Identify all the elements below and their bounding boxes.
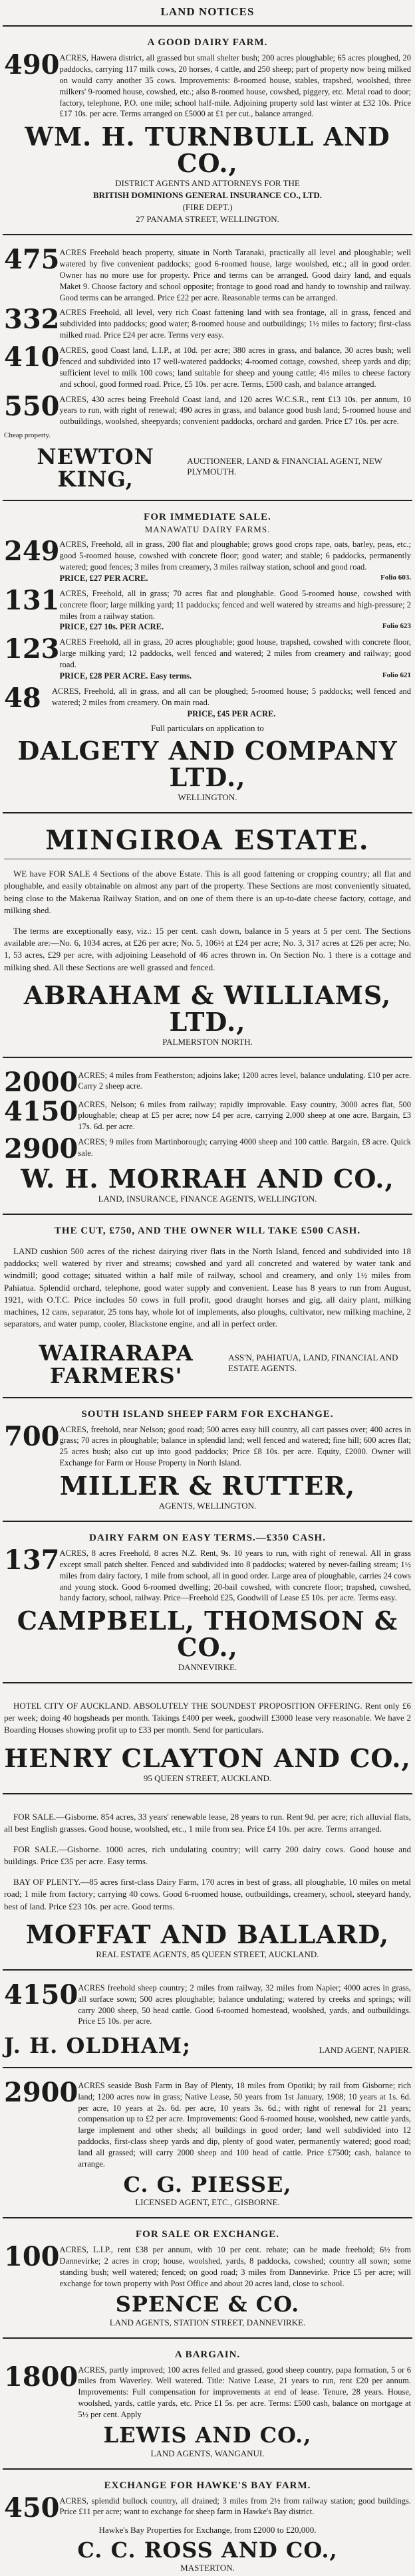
firm-name: C. G. PIESSE,: [4, 2174, 411, 2197]
divider: [3, 2067, 412, 2068]
firm-agent: AUCTIONEER, LAND & FINANCIAL AGENT, NEW PLYMOUTH.: [187, 456, 411, 477]
listing-text: ACRES; 4 miles from Featherston; adjoins lake; 1200 acres level, balance undulating. £10 per acre. Carry 2 sheep acre.: [78, 1070, 411, 1093]
listing-description: ACRES Freehold, all in grass, 20 acres ploughable; good house, trapshed, cowshed with concrete floor, large milking yard; 12 paddocks, well fenced and watered; 2 miles from creamery and railway; good road.: [60, 637, 412, 669]
ad-piesse: [3, 2075, 412, 2211]
ad-mingiroa: [3, 820, 412, 1049]
listing-price: [60, 671, 412, 682]
listing-text: ACRES Freehold beach property, situate in North Taranaki, practically all level and ploughable; well watered by five convenient paddocks; good 6-roomed house, large woolshed, etc.; all in good order. Owner has no more use for property. Price and terms can be arranged. Good dairy land, and equals Maket 9. Choose factory and school opposite; frontage to good road and handy to township and railway. Good terms can be arranged. Price £22 per acre. Reasonable terms can be arranged.: [60, 247, 412, 303]
listing: [4, 1983, 411, 2028]
firm-agent: ASS'N, PAHIATUA, LAND, FINANCIAL AND ESTATE AGENTS.: [228, 1352, 411, 1374]
page-header: LAND NOTICES: [3, 5, 412, 19]
firm-sub: LAND, INSURANCE, FINANCE AGENTS, WELLINGTON.: [4, 1194, 411, 1204]
land-notices-page: [3, 0, 412, 2576]
firm-sub: BRITISH DOMINIONS GENERAL INSURANCE CO., LTD.: [4, 190, 411, 201]
listing-text: ACRES, partly improved; 100 acres felled and grassed, good sheep country, papa formation, 5 or 6 miles from Waverley. Well watered. Title: Native Lease, 21 years to run, rent £20 per annum. Improvements: Full compensation for improvements at end of lease. Tenure, 28 years. House, woolshed, yards, cattle yards, etc. Price £1 5s. per acre. Terms: £500 cash, balance on mortgage at 5½ per cent. Apply: [78, 2365, 411, 2420]
ad-taranaki-listings: [3, 242, 412, 441]
listing-text: ACRES, splendid bullock country, all drained; 3 miles from 2½ from railway station; good buildings. Price £11 per acre; want to exchange for sheep farm in Hawke's Bay district.: [60, 2496, 412, 2518]
estate-title: MINGIROA ESTATE.: [4, 827, 411, 855]
firm-row: [4, 2031, 411, 2059]
firm-agent: LAND AGENT, NAPIER.: [319, 2045, 411, 2056]
listing-acres: 131: [4, 588, 60, 613]
listing-price-text: PRICE, £27 10s. PER ACRE.: [60, 622, 164, 631]
divider: [3, 500, 412, 501]
listing: [4, 345, 411, 390]
listing-description: ACRES, Freehold, all in grass; 70 acres flat and ploughable. Good 5-roomed house, cowshed with concrete floor; large milking yard; 11 paddocks; fenced and well watered by streams and high-pressure; 2 miles from a railway station.: [60, 589, 412, 621]
listing-price: [60, 621, 412, 633]
listing: [4, 1548, 411, 1604]
divider: [3, 812, 412, 813]
listing-text: [60, 637, 412, 682]
firm-name: J. H. OLDHAM;: [4, 2035, 191, 2058]
ad-moffat-ballard: [3, 1801, 412, 1963]
ad-newton-king: [3, 441, 412, 493]
ad-heading: EXCHANGE FOR HAWKE'S BAY FARM.: [4, 2480, 411, 2492]
listing-acres: 4150: [4, 1983, 78, 2008]
firm-agent: AGENTS, WELLINGTON.: [4, 1501, 411, 1511]
listing-folio: Folio 623: [382, 621, 411, 631]
ad-henry-clayton: [3, 1690, 412, 1786]
listing-description: ACRES, Freehold, all in grass, 200 flat and ploughable; grows good crops rape, oats, barley, peas, etc.; good 5-roomed house, cowshed with concrete floor; good water; and stable; 6 paddocks, permanently watered; good fences; 3 miles from creamery, 3 miles railway station, school and good road.: [60, 540, 412, 572]
ad-footer: Hawke's Bay Properties for Exchange, from £2000 to £20,000.: [4, 2525, 411, 2535]
ad-turnbull: [3, 33, 412, 227]
listing-acres: 2000: [4, 1070, 78, 1095]
firm-name: MOFFAT AND BALLARD,: [4, 1921, 411, 1948]
listing-text: ACRES, Hawera district, all grassed but small shelter bush; 200 acres ploughable; 65 acres ploughed, 20 paddocks, carrying 117 milk cows, 20 horses, 4 cattle, and 250 sheep; part of property now being milked on would carry another 35 cows. Improvements: 8-roomed house, stables, trapshed, woolshed, three milkers' 9-roomed house, cowshed, etc.; also 8-roomed house, cowshed, piggery, etc. Metal road to door; factory, telephone, P.O. one mile; school half-mile. Adjoining property sold last winter at £32 10s. Price £17 10s. per acre. Terms arranged on £5000 at £1 per cut., balance arranged.: [60, 53, 412, 120]
listing-acres: 410: [4, 345, 60, 370]
listing: [4, 307, 411, 341]
listing-acres: 700: [4, 1424, 60, 1449]
divider: [3, 2468, 412, 2470]
listing-acres: 4150: [4, 1099, 78, 1125]
listing-acres: 2900: [4, 1136, 78, 1162]
firm-address: 27 PANAMA STREET, WELLINGTON.: [4, 214, 411, 225]
listing-text: ACRES, L.I.P., rent £38 per annum, with 10 per cent. rebate; can be made freehold; 6½ from Dannevirke; 2 acres in crop; house, woolshed, yards, 8 paddocks, cowshed; country all sown; some standing bush; well watered; fenced; on good road; 3 miles from Dannevirke. Price £5 per acre; will exchange for town property with Post Office and about 20 acres land, close to school.: [60, 2244, 412, 2290]
listing: [4, 2365, 411, 2420]
divider: [3, 1969, 412, 1971]
divider: [3, 1057, 412, 1058]
listing: [4, 686, 411, 720]
listing-price-text: PRICE, £27 PER ACRE.: [60, 574, 148, 583]
listing-text: [52, 686, 411, 720]
listing-acres: 2900: [4, 2080, 78, 2105]
divider: [3, 234, 412, 235]
ad-heading: THE CUT, £750, AND THE OWNER WILL TAKE £500 CASH.: [4, 1226, 411, 1237]
listing-text: ACRES, Nelson; 6 miles from railway; rapidly improvable. Easy country, 3000 acres flat, 500 ploughable; cheap at £5 per acre; now £4 per acre, carrying 2,000 sheep at one acre. Bargain, £3 17s. 6d. per acre.: [78, 1099, 411, 1133]
divider: [3, 1397, 412, 1398]
firm-address: REAL ESTATE AGENTS, 85 QUEEN STREET, AUCKLAND.: [4, 1949, 411, 1960]
listing-note: Cheap property.: [4, 431, 411, 439]
firm-name: MILLER & RUTTER,: [4, 1473, 411, 1499]
listing-text: ACRES, good Coast land, L.I.P., at 10d. per acre; 380 acres in grass, and balance, 30 acres bush; well fenced and subdivided into 17 well-watered paddocks; 4-roomed cottage, cowshed, sheep yards and dip; sufficient level to milk 100 cows; land suitable for sheep and young cattle; 4½ miles to cheese factory and school, good formed road. Price, £5 10s. per acre. Terms, £500 cash, and balance arranged.: [60, 345, 412, 390]
ad-heading: FOR SALE OR EXCHANGE.: [4, 2229, 411, 2240]
listing-description: ACRES, Freehold, all in grass, and all can be ploughed; 5-roomed house; 5 paddocks; well fenced and watered; 2 miles from creamery. On main road.: [52, 687, 411, 707]
listing: [4, 2496, 411, 2521]
firm-address: LAND AGENTS, WANGANUI.: [4, 2448, 411, 2459]
listing-acres: 550: [4, 394, 60, 419]
ad-dalgety: [3, 508, 412, 805]
firm-agent: LICENSED AGENT, ETC., GISBORNE.: [4, 2197, 411, 2208]
ad-heading: A GOOD DAIRY FARM.: [4, 37, 411, 49]
listing: [4, 394, 411, 428]
firm-row: [4, 1339, 411, 1388]
listing-text: [60, 539, 412, 584]
ad-miller-rutter: [3, 1405, 412, 1514]
listing: [4, 2244, 411, 2290]
divider: [3, 1214, 412, 1215]
ad-heading: DAIRY FARM ON EASY TERMS.—£350 CASH.: [4, 1533, 411, 1544]
firm-name: HENRY CLAYTON AND CO.,: [4, 1745, 411, 1772]
ad-ross: [3, 2476, 412, 2576]
firm-name: DALGETY AND COMPANY LTD.,: [4, 738, 411, 791]
ad-campbell-thomson: [3, 1529, 412, 1675]
listing-text: [60, 588, 412, 633]
listing-acres: 450: [4, 2496, 60, 2521]
listing-text: ACRES; 9 miles from Martinborough; carrying 4000 sheep and 100 cattle. Bargain, £8 acre. Quick sale.: [78, 1136, 411, 1159]
listing: [4, 1424, 411, 1469]
firm-sub: (FIRE DEPT.): [4, 202, 411, 213]
body-paragraph: LAND cushion 500 acres of the richest dairying river flats in the North Island, fenced and subdivided into 18 paddocks; well watered by river and streams; cowshed and yard all concreted and watered by water tank and windmill; good cottage; situated within a half mile of railway, school and creamery, and only 1½ miles from Pahiatua. Splendid orchard, telephone, good water supply and convenient. Lease has 8 years to run from August, 1921, with O.T.C. Price includes 50 cows in full profit, good draught horses and gig, all dairy plant, milking machines, 12 cans, separator, 25 tons hay, whole lot of implements, also ploughs, cultivator, new milking machine, 2 separators, and water pump, cooler, Blackstone engine, and all in perfect order.: [4, 1245, 411, 1330]
listing-price: [60, 573, 412, 584]
listing-acres: 137: [4, 1548, 60, 1573]
firm-row: [4, 442, 411, 492]
listing: [4, 1136, 411, 1162]
firm-name: C. C. ROSS AND CO.,: [4, 2539, 411, 2562]
listing-price: PRICE, £45 PER ACRE.: [52, 708, 411, 720]
listing-text: ACRES, freehold, near Nelson; good road; 500 acres easy hill country, all cart passes over; 400 acres in grass; 70 acres in ploughable; balance in splendid land; well fenced and watered; fine hill; 600 acres flat; 25 acres bush; also cut up into good paddocks; Price £8 10s. per acre. Equity, £2000. Owner will Exchange for Farm or House Property in North Island.: [60, 1424, 412, 1469]
firm-sub: DISTRICT AGENTS AND ATTORNEYS FOR THE: [4, 178, 411, 189]
divider: [3, 2217, 412, 2218]
listing-text: ACRES, 8 acres Freehold, 8 acres N.Z. Rent, 9s. 10 years to run, with right of renewal. All in grass except small patch shelter. Fenced and subdivided into 8 paddocks; watered by never-failing stream; 1½ miles from dairy factory, 1 mile from school, all in good order. Large area of ploughable, carries 24 cows and young stock. Good 6-roomed dwelling; 20-bail cowshed, with concrete floor; trapshed, cowshed, handy factory, school, railway. Price—Freehold £25, Goodwill of Lease £5 10s. per acre. Terms easy.: [60, 1548, 412, 1604]
listing-folio: Folio 603.: [380, 573, 411, 583]
firm-name: W. H. MORRAH AND CO.,: [4, 1166, 411, 1192]
listing: [4, 1099, 411, 1133]
divider: [3, 1682, 412, 1683]
ad-subheading: MANAWATU DAIRY FARMS.: [4, 524, 411, 535]
listing: [4, 637, 411, 682]
ad-oldham: [3, 1977, 412, 2060]
listing-acres: 48: [4, 686, 52, 711]
ad-footer: Full particulars on application to: [4, 723, 411, 734]
ad-heading: SOUTH ISLAND SHEEP FARM FOR EXCHANGE.: [4, 1409, 411, 1420]
listing-acres: 332: [4, 307, 60, 332]
body-paragraph: The terms are exceptionally easy, viz.: 15 per cent. cash down, balance in 5 years at 5 per cent. The Sections available are:—No. 6, 1034 acres, at £26 per acre; No. 5, 106½ at £24 per acre; No. 3, 317 acres at £26 per acre; No. 1, 53 acres, £29 per acre, with adjoining Leasehold of 46 acres thrown in. On Section No. 1 there is a cottage and milking shed. All these Sections are well grassed and fenced.: [4, 925, 411, 974]
listing-acres: 123: [4, 637, 60, 662]
firm-address: DANNEVIRKE.: [4, 1662, 411, 1673]
ad-heading: FOR IMMEDIATE SALE.: [4, 512, 411, 523]
firm-name: NEWTON KING,: [4, 446, 187, 490]
listing-acres: 1800: [4, 2365, 78, 2390]
ad-spence: [3, 2225, 412, 2330]
listing-text: ACRES Freehold, all level, very rich Coast fattening land with sea frontage, all in grass, fenced and subdivided into paddocks; good water; 8-roomed house and outbuildings; 1½ miles to factory; first-class milked road. Price £24 per acre. Terms very easy.: [60, 307, 412, 341]
firm-address: MASTERTON.: [4, 2563, 411, 2573]
firm-name: ABRAHAM & WILLIAMS, LTD.,: [4, 982, 411, 1035]
body-paragraph: FOR SALE.—Gisborne. 1000 acres, rich undulating country; will carry 200 dairy cows. Good house and buildings. Price £35 per acre. Easy terms.: [4, 1844, 411, 1868]
listing: [4, 1070, 411, 1095]
firm-address: 95 QUEEN STREET, AUCKLAND.: [4, 1773, 411, 1784]
listing-acres: 490: [4, 53, 60, 78]
listing-acres: 100: [4, 2244, 60, 2270]
divider: [3, 25, 412, 27]
firm-name: LEWIS AND CO.,: [4, 2424, 411, 2447]
listing: [4, 588, 411, 633]
body-paragraph: WE have FOR SALE 4 Sections of the above Estate. This is all good fattening or cropping country; all flat and ploughable, and easily obtainable on almost any part of the property. These Sections are most conveniently situated, being close to the Makerua Railway Station, and on one of them there is an up-to-date cheese factory, cottage, and milking shed.: [4, 868, 411, 916]
listing: [4, 53, 411, 120]
listing-price-text: PRICE, £28 PER ACRE. Easy terms.: [60, 671, 192, 681]
listing: [4, 539, 411, 584]
listing: [4, 2080, 411, 2170]
listing-text: ACRES freehold sheep country; 2 miles from railway, 32 miles from Napier; 4000 acres in grass, all surface sown; 500 acres ploughable; balance undulating; watered by creeks and springs; will carry 2000 sheep, 50 head cattle. Good 6-roomed homestead, woolshed, yards, and outbuildings. Price £5 10s. per acre.: [78, 1983, 411, 2028]
ad-heading: A BARGAIN.: [4, 2349, 411, 2361]
listing: [4, 247, 411, 303]
listing-text: ACRES, 430 acres being Freehold Coast land, and 120 acres W.C.S.R., rent £13 10s. per annum, 10 years to run, with right of renewal; 490 acres in grass, and balance good bush land; 5-roomed house and outbuildings, woolshed, sheepyards; convenient paddocks, orchard and garden. Price £7 10s. per acre.: [60, 394, 412, 428]
firm-address: LAND AGENTS, STATION STREET, DANNEVIRKE.: [4, 2317, 411, 2328]
listing-text: ACRES seaside Bush Farm in Bay of Plenty, 18 miles from Opotiki; by rail from Gisborne; rich land; 1200 acres now in grass; Native Lease, 50 years from 1st January, 1908; 10 years at 1s. 6d. per acre, 10 years at 2s. 6d. per acre, 10 years 3s. 6d.; with right of renewal for 21 years; compensation up to £2 per acre. Improvements: Good 6-roomed house, woolshed, new cattle yards, large implement and other sheds; all buildings in good order; land well subdivided into 12 paddocks, first-class sheep yards and dip, plenty of good water, permanently watered; good road; land all grassed; will carry 2000 sheep and 100 head of cattle. Price £7500; cash, balance to arrange.: [78, 2080, 411, 2170]
listing-acres: 249: [4, 539, 60, 564]
body-paragraph: BAY OF PLENTY.—85 acres first-class Dairy Farm, 170 acres in best of grass, all ploughable, 10 miles on metal road; 1 mile from factory; carrying 40 cows. Good 6-roomed house, outbuildings, creamery, school, steeyard handy, best of land. Price £23 10s. per acre. Good terms.: [4, 1876, 411, 1913]
firm-name: CAMPBELL, THOMSON & CO.,: [4, 1608, 411, 1661]
firm-name: SPENCE & CO.: [4, 2294, 411, 2316]
body-paragraph: FOR SALE.—Gisborne. 854 acres, 33 years' renewable lease, 28 years to run. Rent 9d. per acre; rich alluvial flats, all best English grasses. Good house, woolshed, etc., 1 mile from sea. Price £4 10s. per acre. Terms arranged.: [4, 1811, 411, 1835]
ad-lewis: [3, 2345, 412, 2462]
body-paragraph: HOTEL CITY OF AUCKLAND. ABSOLUTELY THE SOUNDEST PROPOSITION OFFERING. Rent only £6 per week; doing 40 hogsheads per month. Takings £400 per week, goodwill £3000 lease very reasonable. We have 2 Boarding Houses showing profit up to £33 per month. Send for particulars.: [4, 1700, 411, 1737]
listing-folio: Folio 621: [382, 671, 411, 681]
ad-morrah: [3, 1065, 412, 1208]
firm-name: WM. H. TURNBULL AND CO.,: [4, 124, 411, 177]
ad-wairarapa: [3, 1222, 412, 1390]
divider: [3, 1521, 412, 1522]
listing-acres: 475: [4, 247, 60, 272]
divider: [3, 2337, 412, 2339]
firm-name: WAIRARAPA FARMERS': [4, 1342, 228, 1387]
divider: [3, 1793, 412, 1794]
firm-address: PALMERSTON NORTH.: [4, 1037, 411, 1047]
firm-address: WELLINGTON.: [4, 792, 411, 803]
